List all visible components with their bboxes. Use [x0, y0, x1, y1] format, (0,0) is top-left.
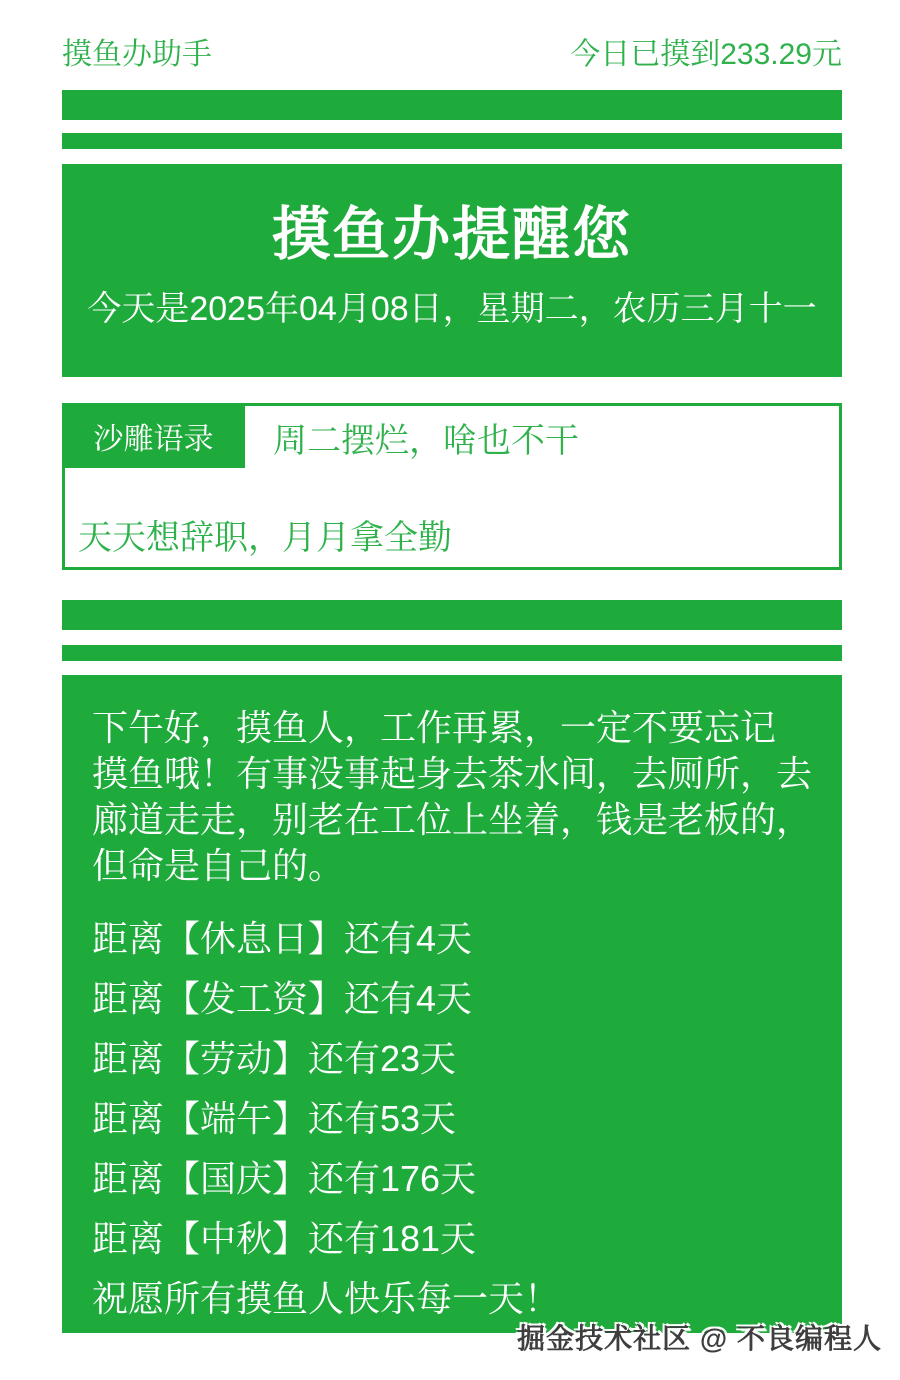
top-bar — [62, 0, 842, 72]
decorative-stripe-thin — [62, 133, 842, 149]
holiday-countdown-list — [92, 909, 814, 1329]
quote-line-top: 周二摆烂，啥也不干 — [273, 421, 579, 460]
paragraph-line: 廊道走走，别老在工位上坐着，钱是老板的， — [92, 799, 813, 840]
decorative-stripe-thick — [62, 90, 842, 120]
countdown-line: 距离【国庆】还有176天 — [92, 1158, 477, 1199]
decorative-stripe-thick — [62, 600, 842, 630]
quote-box-header-row — [65, 406, 839, 468]
earned-today-amount: 今日已摸到233.29元 — [570, 38, 842, 71]
app-title: 摸鱼办助手 — [62, 38, 212, 71]
quote-line-bottom: 天天想辞职，月月拿全勤 — [78, 519, 452, 557]
countdown-line: 距离【中秋】还有181天 — [92, 1218, 477, 1259]
greeting-paragraph — [92, 705, 814, 889]
banner-title: 摸鱼办提醒您 — [271, 202, 632, 267]
paragraph-line: 摸鱼哦！有事没事起身去茶水间，去厕所，去 — [92, 753, 813, 794]
wish-line: 祝愿所有摸鱼人快乐每一天！ — [92, 1278, 561, 1319]
decorative-stripe-thin — [62, 645, 842, 661]
watermark: 掘金技术社区 @ 不良编程人 — [517, 1323, 882, 1354]
countdown-line: 距离【劳动】还有23天 — [92, 1038, 457, 1079]
paragraph-line: 但命是自己的。 — [92, 845, 345, 886]
reminder-banner — [62, 164, 842, 377]
countdown-line: 距离【发工资】还有4天 — [92, 978, 473, 1019]
quote-label-badge: 沙雕语录 — [62, 403, 245, 468]
banner-date-line: 今天是2025年04月08日，星期二，农历三月十一 — [87, 290, 817, 328]
paragraph-line: 下午好，摸鱼人，工作再累，一定不要忘记 — [92, 707, 777, 748]
main-message-block — [62, 675, 842, 1333]
quote-box — [62, 403, 842, 570]
countdown-line: 距离【休息日】还有4天 — [92, 918, 473, 959]
countdown-line: 距离【端午】还有53天 — [92, 1098, 457, 1139]
